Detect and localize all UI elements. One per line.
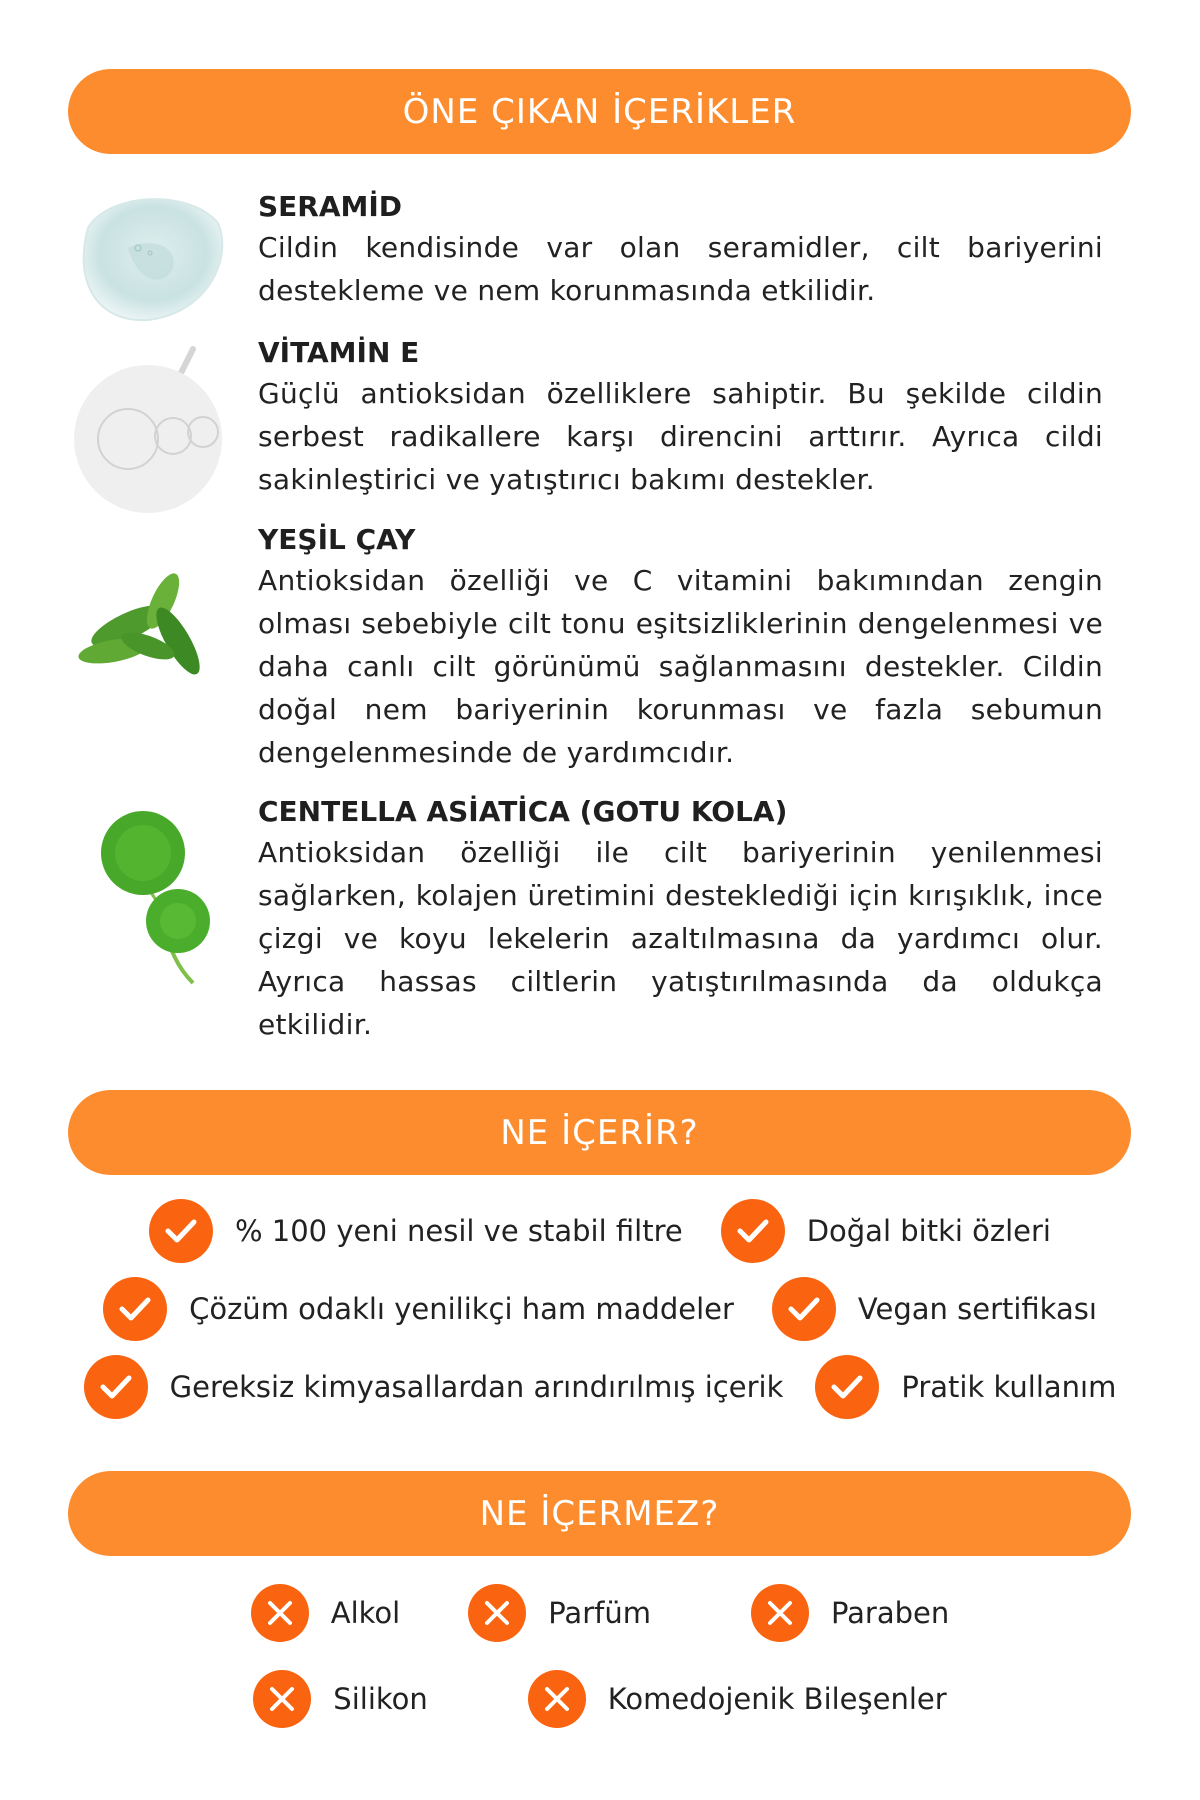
x-icon: [751, 1584, 809, 1642]
check-icon: [721, 1199, 785, 1263]
section-title: NE İÇERİR?: [500, 1112, 699, 1153]
ingredient-body: [258, 521, 1103, 774]
excludes-item: Silikon: [253, 1670, 427, 1728]
contains-row-2: [0, 1277, 1200, 1341]
contains-item: % 100 yeni nesil ve stabil filtre: [149, 1199, 683, 1263]
centella-leaves-image: [68, 803, 228, 993]
contains-row-3: [0, 1355, 1200, 1419]
excludes-row-1: [0, 1584, 1200, 1642]
contains-item: Doğal bitki özleri: [721, 1199, 1051, 1263]
excludes-item: Komedojenik Bileşenler: [528, 1670, 947, 1728]
contains-row-1: [0, 1199, 1200, 1263]
ingredient-name: VİTAMİN E: [258, 336, 420, 369]
check-icon: [103, 1277, 167, 1341]
contains-item: Pratik kullanım: [815, 1355, 1116, 1419]
contains-item: Gereksiz kimyasallardan arındırılmış içerik: [84, 1355, 784, 1419]
section-header-contains: [68, 1090, 1131, 1175]
section-header-featured: [68, 69, 1131, 154]
check-icon: [815, 1355, 879, 1419]
check-icon: [84, 1355, 148, 1419]
excludes-row-2: [0, 1670, 1200, 1728]
contains-item: Vegan sertifikası: [772, 1277, 1097, 1341]
x-icon: [253, 1670, 311, 1728]
excludes-item: Paraben: [751, 1584, 949, 1642]
serum-drops-image: [68, 344, 228, 494]
x-icon: [468, 1584, 526, 1642]
ingredient-body: [258, 334, 1103, 501]
green-tea-leaves-image: [68, 551, 228, 701]
ingredient-description: Antioksidan özelliği ve C vitamini bakımından zengin olması sebebiyle cilt tonu eşitsizliklerinin dengelenmesi ve daha canlı cilt görünümü sağlanmasını destekler. Cildin doğal nem bariyerinin korunması ve fazla sebumun dengelenmesinde de yardımcıdır.: [258, 564, 1103, 769]
x-icon: [251, 1584, 309, 1642]
contains-item: Çözüm odaklı yenilikçi ham maddeler: [103, 1277, 734, 1341]
ingredient-description: Güçlü antioksidan özelliklere sahiptir. Bu şekilde cildin serbest radikallere karşı direncini arttırır. Ayrıca cildi sakinleştirici ve yatıştırıcı bakımı destekler.: [258, 377, 1103, 496]
excludes-item: Alkol: [251, 1584, 400, 1642]
check-icon: [149, 1199, 213, 1263]
gel-drop-image: [68, 188, 228, 338]
x-icon: [528, 1670, 586, 1728]
check-icon: [772, 1277, 836, 1341]
ingredient-name: CENTELLA ASİATİCA (GOTU KOLA): [258, 795, 788, 828]
excludes-item: Parfüm: [468, 1584, 651, 1642]
ingredient-body: [258, 793, 1103, 1046]
ingredient-name: SERAMİD: [258, 190, 403, 223]
section-title: NE İÇERMEZ?: [479, 1493, 720, 1534]
ingredient-body: [258, 188, 1103, 312]
ingredient-name: YEŞİL ÇAY: [258, 523, 416, 556]
section-header-excludes: [68, 1471, 1131, 1556]
section-title: ÖNE ÇIKAN İÇERİKLER: [402, 91, 797, 132]
ingredient-description: Antioksidan özelliği ile cilt bariyerinin yenilenmesi sağlarken, kolajen üretimini desteklediği için kırışıklık, ince çizgi ve koyu lekelerin azaltılmasına da yardımcı olur. Ayrıca hassas ciltlerin yatıştırılmasında da oldukça etkilidir.: [258, 836, 1103, 1041]
ingredient-description: Cildin kendisinde var olan seramidler, cilt bariyerini destekleme ve nem korunmasında etkilidir.: [258, 231, 1103, 307]
